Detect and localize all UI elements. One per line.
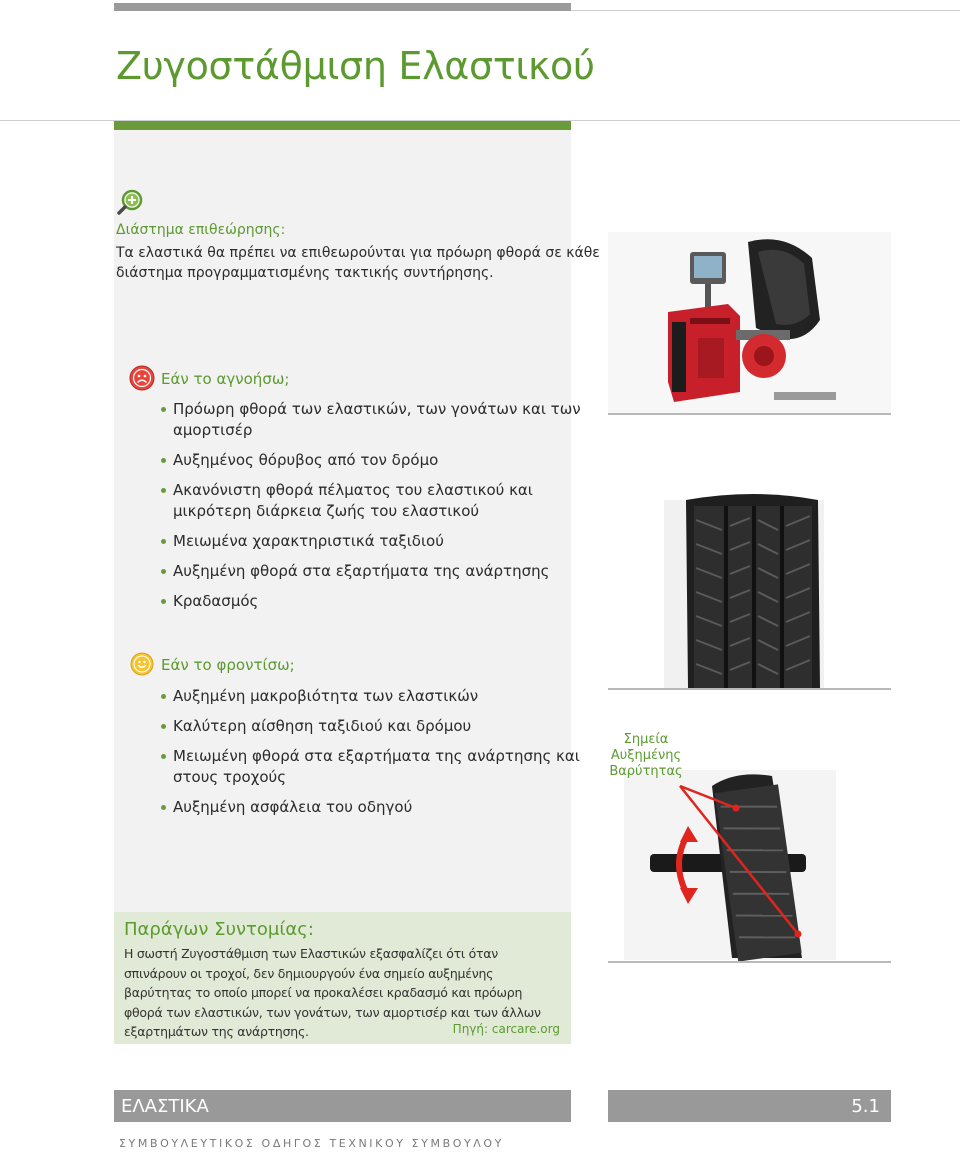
inspection-text-line-1: Τα ελαστικά θα πρέπει να επιθεωρούνται για πρόωρη φθορά σε κάθε [116, 245, 600, 261]
footer-page-number: 5.1 [851, 1096, 880, 1117]
list-item [161, 531, 581, 552]
list-item-line-1: Μειωμένη φθορά στα εξαρτήματα της ανάρτησης και [173, 747, 580, 765]
list-item [161, 746, 580, 788]
image-divider-3 [608, 961, 891, 963]
top-accent-bar [114, 3, 571, 11]
green-accent-bar [114, 121, 571, 130]
top-rule [571, 10, 960, 11]
list-item-line-2: στους τροχούς [173, 768, 287, 786]
care-heading: Εάν το φροντίσω; [161, 656, 295, 674]
tire-tread-image [608, 470, 891, 690]
wheel-balancer-image [608, 232, 891, 415]
list-item-line-1: Κραδασμός [173, 592, 259, 610]
heavy-spot-diagram [608, 762, 891, 962]
heavy-spot-label-line-3: Βαρύτητας [609, 764, 683, 779]
tip-source: Πηγή: carcare.org [452, 1022, 560, 1036]
inspection-text-line-2: διάστημα προγραμματισμένης τακτικής συντήρησης. [116, 265, 494, 281]
tip-title: Παράγων Συντομίας: [124, 919, 314, 940]
list-item-line-2: αμορτισέρ [173, 421, 253, 439]
sad-face-icon [129, 365, 155, 391]
tip-text: Η σωστή Ζυγοστάθμιση των Ελαστικών εξασφαλίζει ότι όταν σπινάρουν οι τροχοί, δεν δημιουργούν ένα σημείο αυξημένης βαρύτητας το οποίο μπορεί να προκαλέσει κραδασμό και πρόωρη φθορά των ελαστικών, των γονάτων, των αμορτισέρ και των άλλων εξαρτημάτων της ανάρτησης. [124, 946, 541, 1039]
list-item-line-1: Μειωμένα χαρακτηριστικά ταξιδιού [173, 532, 444, 550]
list-item-line-1: Αυξημένος θόρυβος από τον δρόμο [173, 451, 439, 469]
inspection-heading: Διάστημα επιθεώρησης: [116, 222, 286, 238]
magnifier-plus-icon [116, 188, 144, 216]
list-item [161, 797, 580, 818]
page-title: Ζυγοστάθμιση Ελαστικού [116, 44, 595, 88]
list-item [161, 480, 581, 522]
list-item [161, 399, 581, 441]
list-item-line-1: Αυξημένη φθορά στα εξαρτήματα της ανάρτησης [173, 562, 550, 580]
list-item-line-1: Ακανόνιστη φθορά πέλματος του ελαστικού και [173, 481, 533, 499]
neglect-heading: Εάν το αγνοήσω; [161, 370, 290, 388]
list-item-line-1: Αυξημένη μακροβιότητα των ελαστικών [173, 687, 479, 705]
heavy-spot-label-line-2: Αυξημένης [610, 748, 682, 763]
footer-subtitle: ΣΥΜΒΟΥΛΕΥΤΙΚΟΣ ΟΔΗΓΟΣ ΤΕΧΝΙΚΟΥ ΣΥΜΒΟΥΛΟΥ [119, 1137, 504, 1150]
list-item-line-1: Αυξημένη ασφάλεια του οδηγού [173, 798, 413, 816]
heavy-spot-label-line-1: Σημεία [623, 732, 669, 747]
footer-section-label: ΕΛΑΣΤΙΚΑ [121, 1096, 209, 1117]
list-item [161, 450, 581, 471]
list-item [161, 591, 581, 612]
heavy-spot-label [608, 732, 684, 780]
list-item-line-1: Πρόωρη φθορά των ελαστικών, των γονάτων και των [173, 400, 581, 418]
care-list [161, 686, 580, 818]
list-item [161, 716, 580, 737]
list-item [161, 686, 580, 707]
neglect-list [161, 399, 581, 612]
happy-face-icon [130, 652, 154, 676]
image-divider-1 [608, 413, 891, 415]
list-item-line-1: Καλύτερη αίσθηση ταξιδιού και δρόμου [173, 717, 472, 735]
image-divider-2 [608, 688, 891, 690]
list-item [161, 561, 581, 582]
list-item-line-2: μικρότερη διάρκεια ζωής του ελαστικού [173, 502, 480, 520]
